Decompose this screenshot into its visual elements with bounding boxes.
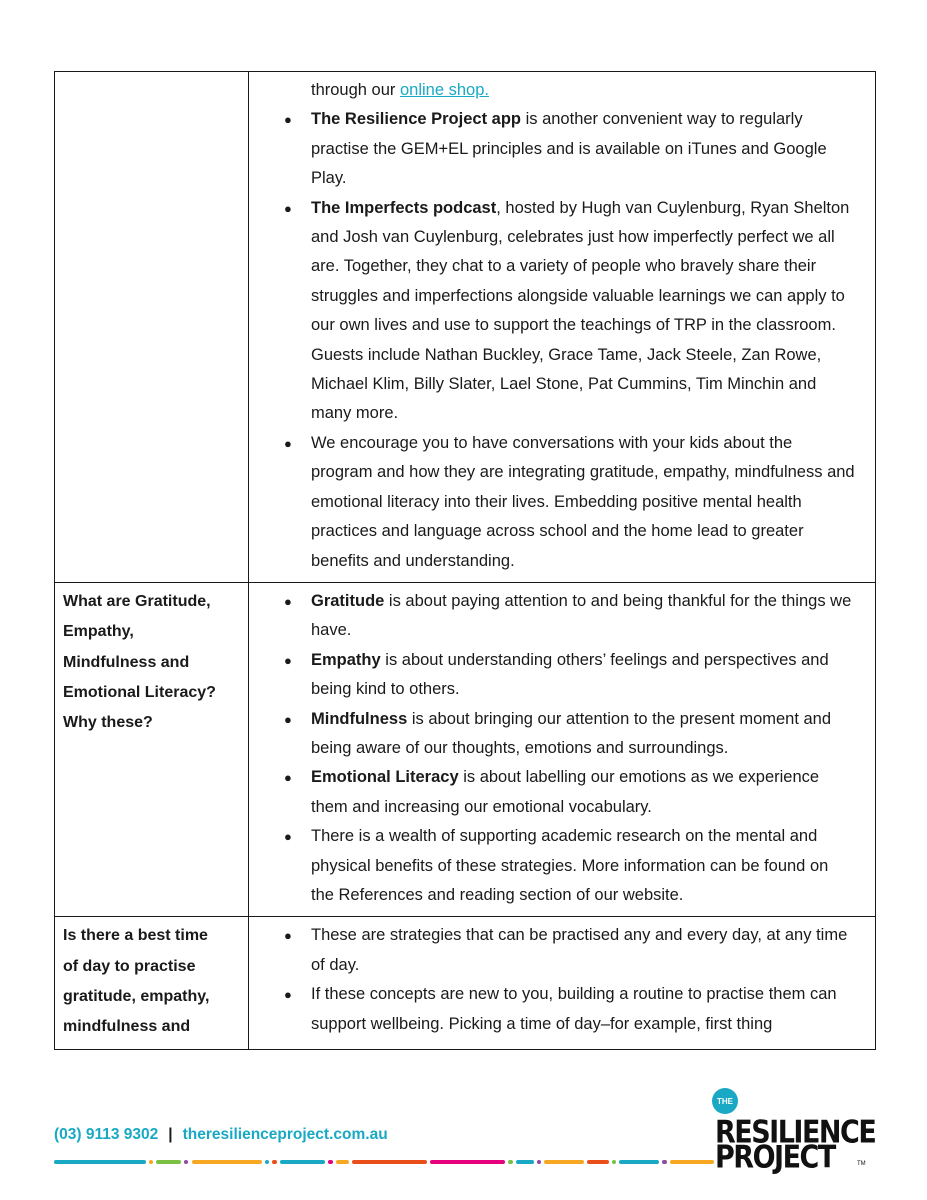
list-item (284, 646, 855, 705)
stripe-segment (670, 1160, 714, 1164)
stripe-segment (430, 1160, 505, 1164)
logo-wordmark-line2: PROJECT (715, 1140, 835, 1176)
bullet-icon: ● (284, 652, 292, 668)
item-text: There is a wealth of supporting academic research on the mental and physical benefits of these strategies. More information can be found on the References and reading section of our website. (311, 827, 829, 904)
footer-contact (54, 1126, 388, 1144)
item-bold: Mindfulness (311, 709, 408, 728)
list-item (284, 921, 855, 980)
answer-list (249, 583, 875, 916)
item-bold: The Imperfects podcast (311, 198, 497, 217)
list-item (284, 194, 855, 429)
stripe-segment (265, 1160, 269, 1164)
list-item (284, 980, 855, 1039)
answer-list (249, 917, 875, 1045)
continuation-line (311, 76, 855, 105)
stripe-segment (192, 1160, 262, 1164)
faq-row (55, 582, 876, 916)
question-line: Emotional Literacy? (63, 683, 216, 701)
bullet-icon: ● (284, 987, 292, 1003)
stripe-segment (516, 1160, 534, 1164)
question-line: Why these? (63, 714, 153, 732)
question-line: Empathy, (63, 623, 134, 641)
stripe-segment (619, 1160, 659, 1164)
faq-row (55, 72, 876, 583)
answer-cell (249, 917, 876, 1049)
stripe-segment (336, 1160, 349, 1164)
bullet-icon: ● (284, 711, 292, 727)
list-item (284, 587, 855, 646)
item-text: , hosted by Hugh van Cuylenburg, Ryan Shelton and Josh van Cuylenburg, celebrates just how imperfectly perfect we all are. Together, they chat to a variety of people who bravely share their struggles and imperfections alongside valuable learnings we can apply to our own lives and use to support the teachings of TRP in the classroom. Guests include Nathan Buckley, Grace Tame, Jack Steele, Zan Rowe, Michael Klim, Billy Slater, Lael Stone, Pat Cummins, Tim Minchin and many more. (311, 198, 850, 423)
answer-cell (249, 582, 876, 916)
question-line: Mindfulness and (63, 653, 190, 671)
stripe-segment (184, 1160, 188, 1164)
question-line: of day to practise (63, 957, 196, 975)
bullet-icon: ● (284, 770, 292, 786)
item-text: is about bringing our attention to the present moment and being aware of our thoughts, emotions and surroundings. (311, 709, 832, 757)
bullet-icon: ● (284, 928, 292, 944)
item-bold: The Resilience Project app (311, 110, 521, 129)
item-bold: Empathy (311, 650, 381, 669)
bullet-icon: ● (284, 435, 292, 451)
logo-wordmark-line1: RESILIENCE (715, 1115, 876, 1151)
answer-list (249, 72, 875, 582)
item-text: These are strategies that can be practised any and every day, at any time of day. (311, 926, 848, 974)
item-bold: Gratitude (311, 591, 385, 610)
question-line: gratitude, empathy, (63, 987, 210, 1005)
bullet-icon: ● (284, 200, 292, 216)
list-item (284, 763, 855, 822)
stripe-segment (272, 1160, 277, 1164)
bullet-icon: ● (284, 112, 292, 128)
bullet-icon: ● (284, 829, 292, 845)
stripe-segment (352, 1160, 427, 1164)
question-cell (55, 917, 249, 1049)
faq-row (55, 917, 876, 1049)
question-cell (55, 582, 249, 916)
stripe-segment (328, 1160, 333, 1164)
faq-table (54, 71, 876, 1050)
stripe-segment (662, 1160, 667, 1164)
question-text (55, 583, 248, 744)
stripe-segment (587, 1160, 609, 1164)
list-item (284, 822, 855, 910)
item-bold: Emotional Literacy (311, 768, 459, 787)
item-text: We encourage you to have conversations with your kids about the program and how they are integrating gratitude, empathy, mindfulness and emotional literacy into their lives. Embedding positive mental health practices and language across school and the home lead to greater benefits and understanding. (311, 433, 855, 570)
footer-separator: | (168, 1126, 173, 1143)
stripe-segment (149, 1160, 153, 1164)
bullet-icon: ● (284, 593, 292, 609)
phone-number: (03) 9113 9302 (54, 1126, 159, 1143)
question-text (55, 917, 248, 1048)
stripe-segment (280, 1160, 325, 1164)
item-text: If these concepts are new to you, building a routine to practise them can support wellbeing. Picking a time of day–for example, first thing (311, 985, 837, 1033)
item-text: is about paying attention to and being thankful for the things we have. (311, 591, 852, 640)
list-item (284, 429, 855, 576)
logo-trademark: TM (857, 1161, 866, 1167)
item-text: is another convenient way to regularly practise the GEM+EL principles and is available on iTunes and Google Play. (311, 110, 827, 188)
stripe-segment (612, 1160, 616, 1164)
item-text: is about understanding others’ feelings and perspectives and being kind to others. (311, 650, 829, 699)
stripe-segment (544, 1160, 584, 1164)
footer-color-stripe (54, 1160, 714, 1164)
question-line: mindfulness and (63, 1018, 191, 1036)
stripe-segment (537, 1160, 541, 1164)
question-line: What are Gratitude, (63, 592, 211, 610)
question-cell (55, 72, 249, 583)
stripe-segment (156, 1160, 181, 1164)
question-line: Is there a best time (63, 927, 208, 945)
logo-circle-icon: THE (712, 1088, 738, 1114)
website-link[interactable]: theresilienceproject.com.au (182, 1126, 388, 1143)
stripe-segment (508, 1160, 513, 1164)
item-text: is about labelling our emotions as we experience them and increasing our emotional vocabulary. (311, 768, 820, 816)
stripe-segment (54, 1160, 146, 1164)
list-item (284, 105, 855, 193)
resilience-project-logo (712, 1088, 902, 1176)
continuation-text: through our (311, 81, 400, 99)
online-shop-link[interactable]: online shop. (399, 81, 489, 99)
answer-cell (249, 72, 876, 583)
list-item (284, 705, 855, 764)
